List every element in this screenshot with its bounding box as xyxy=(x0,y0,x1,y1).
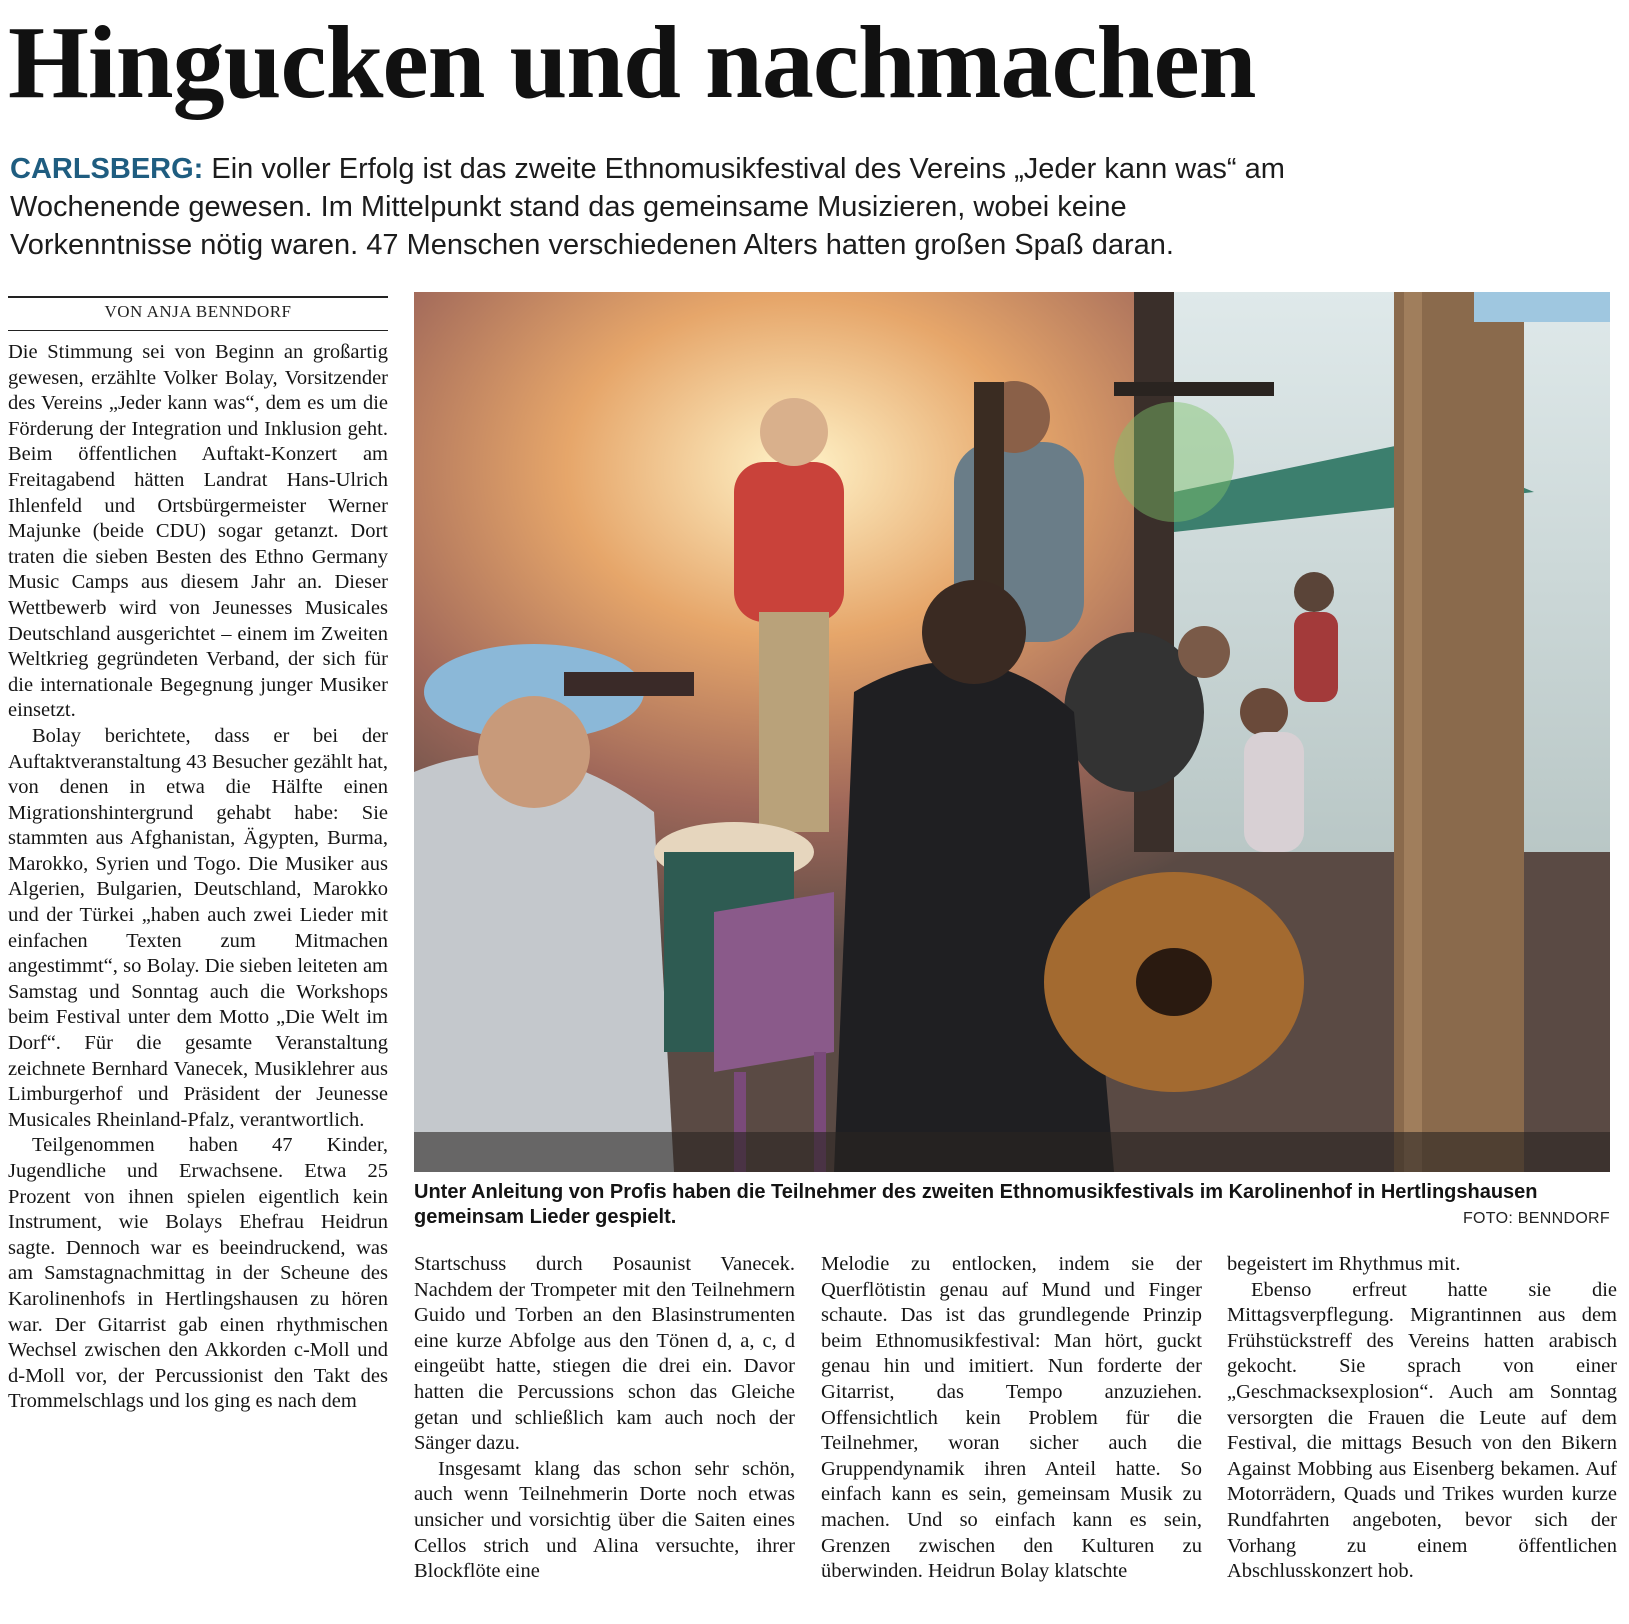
paragraph: Teilgenommen haben 47 Kinder, Jugendliche und Erwachsene. Etwa 25 Prozent von ihnen spielen eigentlich kein Instrument, wie Bolays Ehefrau Heidrun sagte. Dennoch war es beeindruckend, was am Samstagnachmittag in der Scheune des Karolinenhofs in Hertlingshausen zu hören war. Der Gitarrist gab einen rhythmischen Wechsel zwischen den Akkorden c-Moll und d-Moll vor, der Percussionist den Takt des Trommelschlags und los ging es nach dem xyxy=(8,1134,388,1413)
paragraph: Startschuss durch Posaunist Vanecek. Nachdem der Trompeter mit den Teilnehmern Guido und Torben an den Blasinstrumenten eine kurze Abfolge aus den Tönen d, a, c, d eingeübt hatte, stiegen die drei ein. Davor hatten die Percussions schon das Gleiche getan und schließlich kam auch noch der Sänger dazu. xyxy=(414,1253,795,1455)
teaser-text: Ein voller Erfolg ist das zweite Ethnomusikfestival des Vereins „Jeder kann was“ am Wochenende gewesen. Im Mittelpunkt stand das gemeinsame Musizieren, wobei keine Vorkenntnisse nötig waren. 47 Menschen verschiedenen Alters hatten großen Spaß daran. xyxy=(10,153,1285,261)
photo-caption: Unter Anleitung von Profis haben die Teilnehmer des zweiten Ethnomusikfestivals im Karolinenhof in Hertlingshausen gemeinsam Lieder gespielt. xyxy=(414,1181,1538,1228)
text-column-1 xyxy=(8,340,388,1624)
paragraph: Insgesamt klang das schon sehr schön, auch wenn Teilnehmerin Dorte noch etwas unsicher und vorsichtig über die Saiten eines Cellos strich und Alina versuchte, ihrer Blockflöte eine xyxy=(414,1457,795,1583)
concert-photo-illustration xyxy=(414,292,1610,1172)
paragraph: Ebenso erfreut hatte sie die Mittagsverpflegung. Migrantinnen aus dem Frühstückstreff des Vereins hatten arabisch gekocht. Sie sprach von einer „Geschmacksexplosion“. Auch am Sonntag versorgten die Frauen die Leute auf dem Festival, die mittags Besuch von den Bikern Against Mobbing aus Eisenberg bekamen. Auf Motorrädern, Quads und Trikes wurden kurze Rundfahrten angeboten, bevor sich der Vorhang zu einem öffentlichen Abschlusskonzert hob. xyxy=(1227,1278,1617,1583)
paragraph: Melodie zu entlocken, indem sie der Querflötistin genau auf Mund und Finger schaute. Das ist das grundlegende Prinzip beim Ethnomusikfestival: Man hört, guckt genau hin und imitiert. Nun forderte der Gitarrist, das Tempo anzuziehen. Offensichtlich kein Problem für die Teilnehmer, woran sicher auch die Gruppendynamik ihren Anteil hatte. So einfach kann es sein, gemeinsam Musik zu machen. Und so einfach kann es sein, Grenzen zwischen den Kulturen zu überwinden. Heidrun Bolay klatschte xyxy=(821,1253,1202,1583)
paragraph: Die Stimmung sei von Beginn an großartig gewesen, erzählte Volker Bolay, Vorsitzender des Vereins „Jeder kann was“, dem es um die Förderung der Integration und Inklusion geht. Beim öffentlichen Auftakt-Konzert am Freitagabend hätten Landrat Hans-Ulrich Ihlenfeld und Ortsbürgermeister Werner Majunke (beide CDU) sogar getanzt. Dort traten die sieben Besten des Ethno Germany Music Camps aus diesem Jahr an. Dieser Wettbewerb wird von Jeunesses Musicales Deutschland ausgerichtet – einem im Zweiten Weltkrieg gegründeten Verband, der sich für die internationale Begegnung junger Musiker einsetzt. xyxy=(8,341,388,722)
byline: VON ANJA BENNDORF xyxy=(104,302,292,321)
article-photo xyxy=(414,292,1610,1172)
teaser xyxy=(10,150,1290,264)
paragraph: begeistert im Rhythmus mit. xyxy=(1227,1253,1461,1275)
paragraph: Bolay berichtete, dass er bei der Auftaktveranstaltung 43 Besucher gezählt hat, von denen in etwa die Hälfte einen Migrationshintergrund gehabt habe: Sie stammten aus Afghanistan, Ägypten, Burma, Marokko, Syrien und Togo. Die Musiker aus Algerien, Bulgarien, Deutschland, Marokko und der Türkei „haben auch zwei Lieder mit einfachen Texten zum Mitmachen angestimmt“, so Bolay. Die sieben leiteten am Samstag und Sonntag auch die Workshops beim Festival unter dem Motto „Die Welt im Dorf“. Für die gesamte Veranstaltung zeichnete Bernhard Vanecek, Musiklehrer aus Limburgerhof und Präsident der Jeunesse Musicales Rheinland-Pfalz, verantwortlich. xyxy=(8,724,388,1131)
text-column-4 xyxy=(1227,1252,1617,1624)
photo-credit: FOTO: BENNDORF xyxy=(1462,1210,1610,1227)
byline-rule-bottom xyxy=(8,330,388,331)
dateline: CARLSBERG: xyxy=(10,153,204,185)
headline: Hingucken und nachmachen xyxy=(8,5,1256,120)
text-column-2 xyxy=(414,1252,795,1624)
byline-rule-top xyxy=(8,296,388,298)
text-column-3 xyxy=(821,1252,1202,1624)
